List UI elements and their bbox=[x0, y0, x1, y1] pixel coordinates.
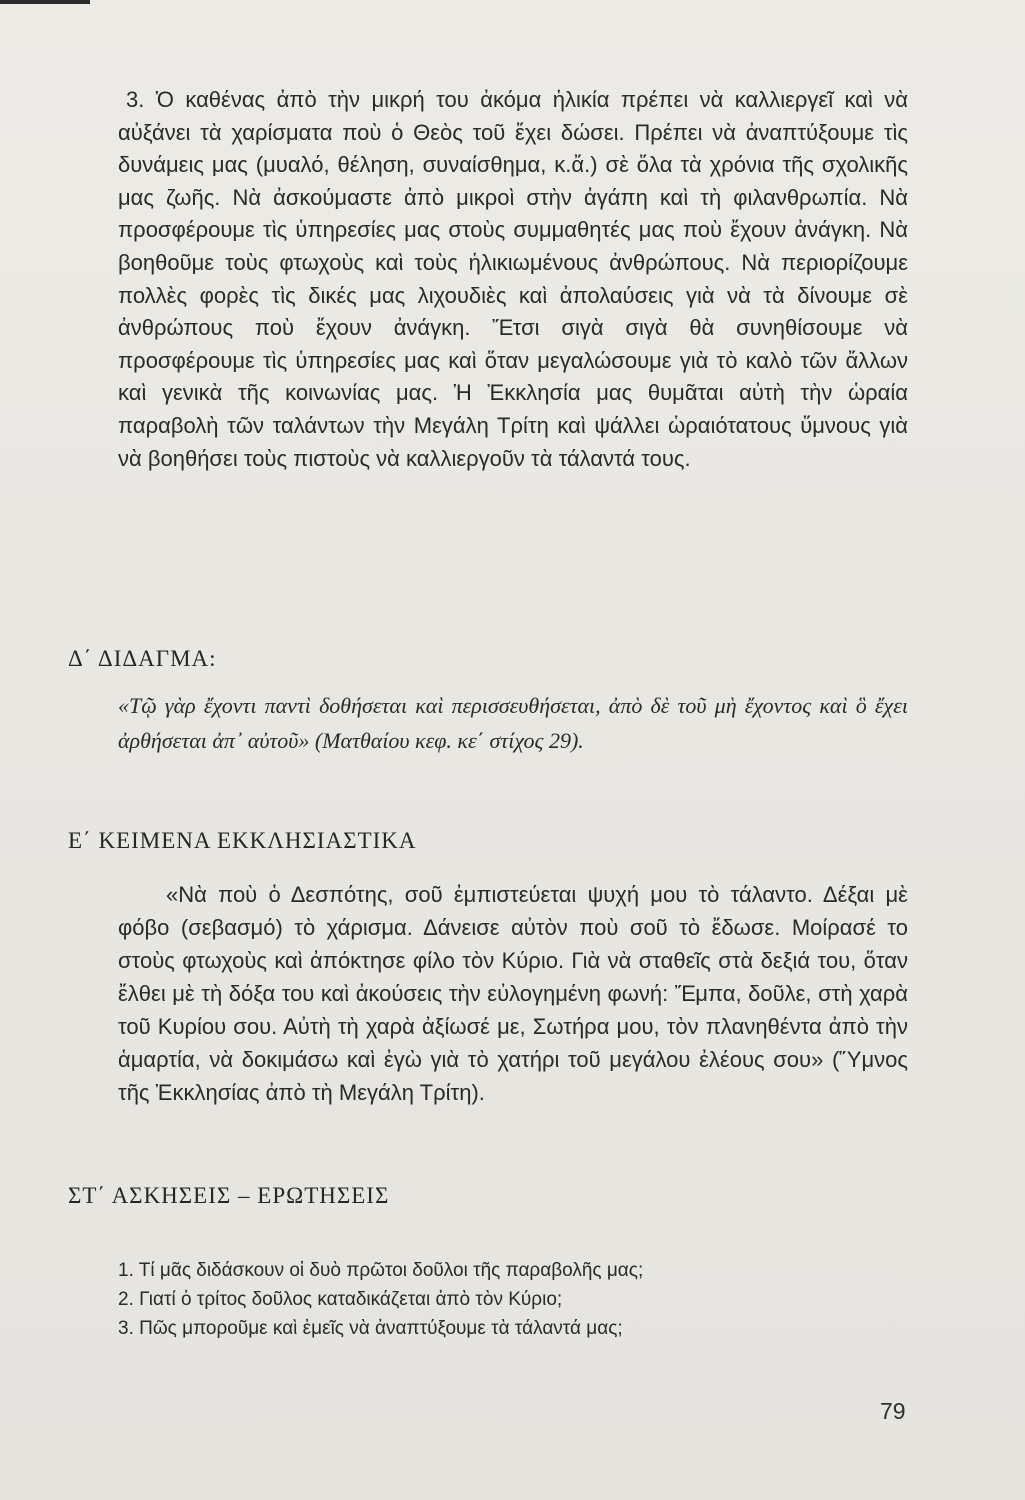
section-st-heading: ΣΤ΄ ΑΣΚΗΣΕΙΣ – ΕΡΩΤΗΣΕΙΣ bbox=[68, 1183, 390, 1208]
section-e-heading: Ε΄ ΚΕΙΜΕΝΑ ΕΚΚΛΗΣΙΑΣΤΙΚΑ bbox=[68, 828, 417, 853]
scripture-quote: «Τῷ γὰρ ἔχοντι παντὶ δοθήσεται καὶ περισσευθήσεται, ἀπὸ δὲ τοῦ μὴ ἔχοντος καὶ ὃ ἔχει ἀρθήσεται ἀπ᾽ αὐτοῦ» (Ματθαίου κεφ. κε΄ στίχος 29). bbox=[118, 693, 908, 753]
hymn-paragraph: «Νὰ ποὺ ὁ Δεσπότης, σοῦ ἐμπιστεύεται ψυχή μου τὸ τάλαντο. Δέξαι μὲ φόβο (σεβασμό) τὸ χάρισμα. Δάνεισε αὐτὸν ποὺ σοῦ τὸ ἔδωσε. Μοίρασέ το στοὺς φτωχοὺς καὶ ἀπόκτησε φίλο τὸν Κύριο. Γιὰ νὰ σταθεῖς στὰ δεξιά του, ὅταν ἔλθει μὲ τὴ δόξα του καὶ ἀκούσεις τὴν εὐλογημένη φωνή: Ἔμπα, δοῦλε, στὴ χαρὰ τοῦ Κυρίου σου. Αὐτὴ τὴ χαρὰ ἀξίωσέ με, Σωτήρα μου, τὸν πλανηθέντα ἀπὸ τὴν ἁμαρτία, νὰ δοκιμάσω καὶ ἐγὼ γιὰ τὸ χατήρι τοῦ μεγάλου ἐλέους σου» (Ὕμνος τῆς Ἐκκλησίας ἀπὸ τὴ Μεγάλη Τρίτη). bbox=[118, 882, 908, 1105]
question-item: 2. Γιατί ὁ τρίτος δοῦλος καταδικάζεται ἀπὸ τὸν Κύριο; bbox=[118, 1289, 563, 1310]
question-item: 1. Τί μᾶς διδάσκουν οἱ δυὸ πρῶτοι δοῦλοι τῆς παραβολῆς μας; bbox=[118, 1260, 644, 1281]
page-number: 79 bbox=[880, 1398, 906, 1424]
question-item: 3. Πῶς μποροῦμε καὶ ἐμεῖς νὰ ἀναπτύξουμε τὰ τάλαντά μας; bbox=[118, 1318, 623, 1339]
top-rule-divider bbox=[0, 0, 90, 4]
questions-list bbox=[118, 1256, 643, 1343]
section-d-heading: Δ΄ ΔΙΔΑΓΜΑ: bbox=[68, 646, 217, 671]
section-c-paragraph: 3. Ὁ καθένας ἀπὸ τὴν μικρή του ἀκόμα ἡλικία πρέπει νὰ καλλιεργεῖ καὶ νὰ αὐξάνει τὰ χαρίσματα ποὺ ὁ Θεὸς τοῦ ἔχει δώσει. Πρέπει νὰ ἀναπτύξουμε τὶς δυνάμεις μας (μυαλό, θέληση, συναίσθημα, κ.ἄ.) σὲ ὅλα τὰ χρόνια τῆς σχολικῆς μας ζωῆς. Νὰ ἀσκούμαστε ἀπὸ μικροὶ στὴν ἀγάπη καὶ τὴ φιλανθρωπία. Νὰ προσφέρουμε τὶς ὑπηρεσίες μας στοὺς συμμαθητές μας ποὺ ἔχουν ἀνάγκη. Νὰ βοηθοῦμε τοὺς φτωχοὺς καὶ τοὺς ἡλικιωμένους ἀνθρώπους. Νὰ περιορίζουμε πολλὲς φορὲς τὶς δικές μας λιχουδιὲς καὶ ἀπολαύσεις γιὰ νὰ τὰ δίνουμε σὲ ἀνθρώπους ποὺ ἔχουν ἀνάγκη. Ἔτσι σιγὰ σιγὰ θὰ συνηθίσουμε νὰ προσφέρουμε τὶς ὑπηρεσίες μας καὶ ὅταν μεγαλώσουμε γιὰ τὸ καλὸ τῶν ἄλλων καὶ γενικὰ τῆς κοινωνίας μας. Ἡ Ἐκκλησία μας θυμᾶται αὐτὴ τὴν ὡραία παραβολὴ τῶν ταλάντων τὴν Μεγάλη Τρίτη καὶ ψάλλει ὡραιότατους ὕμνους γιὰ νὰ βοηθήσει τοὺς πιστοὺς νὰ καλλιεργοῦν τὰ τάλαντά τους. bbox=[118, 87, 908, 471]
